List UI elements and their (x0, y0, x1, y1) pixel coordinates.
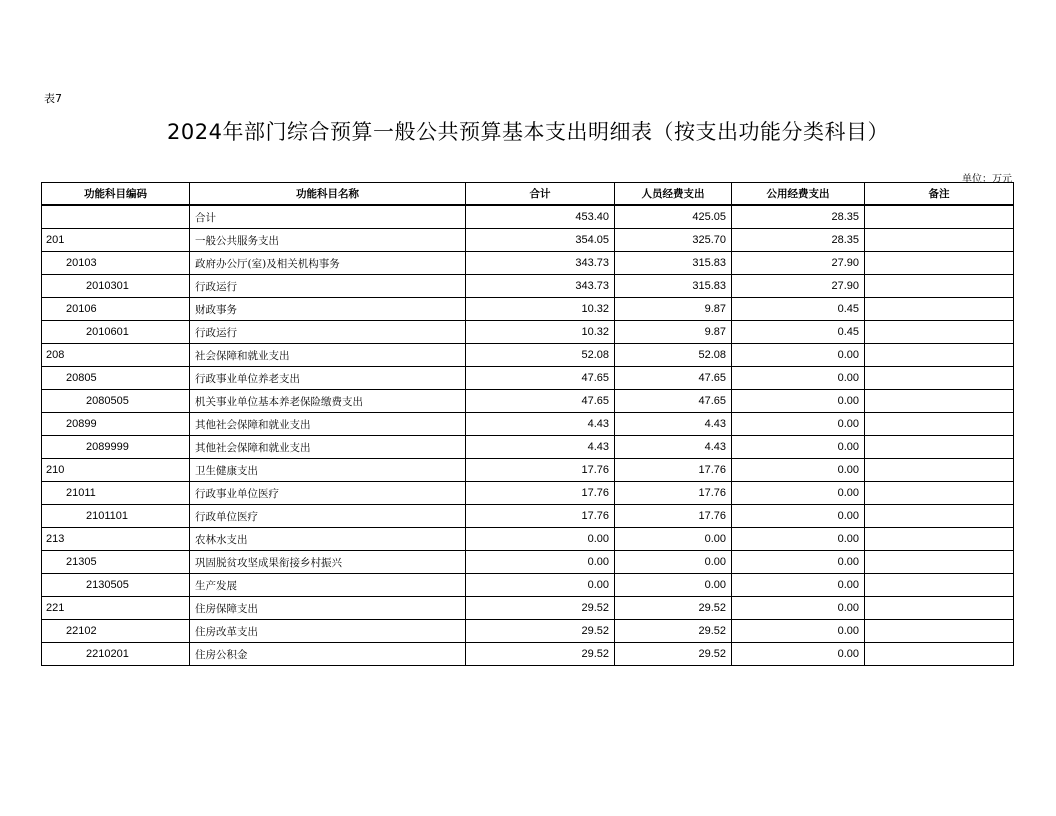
cell-public: 0.00 (732, 574, 865, 597)
cell-public: 0.00 (732, 551, 865, 574)
table-row (42, 275, 1014, 298)
cell-total: 354.05 (466, 229, 615, 252)
cell-personnel: 17.76 (615, 505, 732, 528)
cell-public: 28.35 (732, 229, 865, 252)
table-row (42, 643, 1014, 666)
cell-code: 2089999 (42, 436, 190, 459)
cell-remarks (865, 344, 1014, 367)
table-body (42, 205, 1014, 666)
cell-personnel: 17.76 (615, 459, 732, 482)
cell-personnel: 29.52 (615, 643, 732, 666)
table-row (42, 436, 1014, 459)
table-row (42, 574, 1014, 597)
table-row (42, 321, 1014, 344)
cell-code: 20103 (42, 252, 190, 275)
cell-name: 生产发展 (190, 574, 466, 597)
cell-name: 其他社会保障和就业支出 (190, 413, 466, 436)
cell-remarks (865, 482, 1014, 505)
cell-name: 机关事业单位基本养老保险缴费支出 (190, 390, 466, 413)
cell-public: 0.00 (732, 597, 865, 620)
cell-code: 201 (42, 229, 190, 252)
cell-personnel: 0.00 (615, 574, 732, 597)
cell-remarks (865, 643, 1014, 666)
cell-public: 0.00 (732, 413, 865, 436)
cell-total: 47.65 (466, 390, 615, 413)
cell-personnel: 29.52 (615, 597, 732, 620)
table-label: 表7 (44, 92, 62, 105)
cell-code: 20899 (42, 413, 190, 436)
table-row (42, 367, 1014, 390)
cell-total: 453.40 (466, 205, 615, 229)
cell-remarks (865, 436, 1014, 459)
cell-personnel: 425.05 (615, 205, 732, 229)
cell-name: 社会保障和就业支出 (190, 344, 466, 367)
cell-remarks (865, 620, 1014, 643)
cell-total: 4.43 (466, 436, 615, 459)
cell-public: 0.00 (732, 643, 865, 666)
cell-name: 行政事业单位医疗 (190, 482, 466, 505)
cell-remarks (865, 528, 1014, 551)
header-total: 合计 (466, 183, 615, 206)
cell-total: 17.76 (466, 459, 615, 482)
table-row (42, 298, 1014, 321)
header-code: 功能科目编码 (42, 183, 190, 206)
cell-total: 17.76 (466, 482, 615, 505)
cell-personnel: 315.83 (615, 252, 732, 275)
cell-total: 0.00 (466, 574, 615, 597)
cell-total: 343.73 (466, 275, 615, 298)
cell-name: 其他社会保障和就业支出 (190, 436, 466, 459)
cell-total: 29.52 (466, 643, 615, 666)
cell-personnel: 4.43 (615, 413, 732, 436)
table-row (42, 528, 1014, 551)
cell-personnel: 315.83 (615, 275, 732, 298)
table-row (42, 413, 1014, 436)
cell-remarks (865, 390, 1014, 413)
cell-code: 208 (42, 344, 190, 367)
header-remarks: 备注 (865, 183, 1014, 206)
cell-total: 52.08 (466, 344, 615, 367)
cell-code: 2080505 (42, 390, 190, 413)
cell-personnel: 47.65 (615, 390, 732, 413)
cell-total: 47.65 (466, 367, 615, 390)
cell-name: 住房保障支出 (190, 597, 466, 620)
cell-public: 0.00 (732, 390, 865, 413)
cell-code: 2130505 (42, 574, 190, 597)
cell-code: 22102 (42, 620, 190, 643)
cell-personnel: 325.70 (615, 229, 732, 252)
cell-code (42, 205, 190, 229)
table-row (42, 551, 1014, 574)
cell-remarks (865, 205, 1014, 229)
table-row (42, 459, 1014, 482)
cell-personnel: 52.08 (615, 344, 732, 367)
cell-public: 0.45 (732, 298, 865, 321)
cell-code: 2210201 (42, 643, 190, 666)
cell-remarks (865, 367, 1014, 390)
cell-public: 27.90 (732, 275, 865, 298)
cell-personnel: 29.52 (615, 620, 732, 643)
table-row (42, 344, 1014, 367)
cell-name: 合计 (190, 205, 466, 229)
cell-remarks (865, 459, 1014, 482)
cell-code: 20106 (42, 298, 190, 321)
cell-personnel: 9.87 (615, 321, 732, 344)
cell-public: 0.00 (732, 528, 865, 551)
cell-total: 10.32 (466, 321, 615, 344)
cell-total: 29.52 (466, 597, 615, 620)
cell-name: 行政运行 (190, 321, 466, 344)
cell-public: 0.00 (732, 344, 865, 367)
cell-personnel: 0.00 (615, 528, 732, 551)
cell-remarks (865, 505, 1014, 528)
cell-code: 210 (42, 459, 190, 482)
cell-code: 20805 (42, 367, 190, 390)
cell-public: 0.00 (732, 482, 865, 505)
cell-public: 0.00 (732, 505, 865, 528)
cell-public: 0.00 (732, 436, 865, 459)
table-row (42, 482, 1014, 505)
cell-name: 住房公积金 (190, 643, 466, 666)
page-title: 2024年部门综合预算一般公共预算基本支出明细表（按支出功能分类科目） (167, 120, 889, 144)
cell-code: 21011 (42, 482, 190, 505)
table-row (42, 252, 1014, 275)
cell-public: 0.00 (732, 620, 865, 643)
cell-name: 一般公共服务支出 (190, 229, 466, 252)
cell-remarks (865, 298, 1014, 321)
cell-total: 0.00 (466, 528, 615, 551)
cell-code: 213 (42, 528, 190, 551)
cell-name: 行政事业单位养老支出 (190, 367, 466, 390)
cell-name: 巩固脱贫攻坚成果衔接乡村振兴 (190, 551, 466, 574)
header-public: 公用经费支出 (732, 183, 865, 206)
cell-name: 行政运行 (190, 275, 466, 298)
cell-public: 0.00 (732, 367, 865, 390)
table-row (42, 205, 1014, 229)
cell-total: 17.76 (466, 505, 615, 528)
cell-public: 0.00 (732, 459, 865, 482)
cell-total: 0.00 (466, 551, 615, 574)
budget-table (41, 182, 1014, 666)
cell-public: 0.45 (732, 321, 865, 344)
cell-total: 29.52 (466, 620, 615, 643)
cell-total: 10.32 (466, 298, 615, 321)
cell-code: 2101101 (42, 505, 190, 528)
table-row (42, 505, 1014, 528)
table-row (42, 597, 1014, 620)
cell-personnel: 0.00 (615, 551, 732, 574)
cell-remarks (865, 551, 1014, 574)
cell-total: 4.43 (466, 413, 615, 436)
table-row (42, 620, 1014, 643)
header-personnel: 人员经费支出 (615, 183, 732, 206)
cell-name: 农林水支出 (190, 528, 466, 551)
cell-personnel: 9.87 (615, 298, 732, 321)
cell-code: 221 (42, 597, 190, 620)
cell-remarks (865, 252, 1014, 275)
cell-remarks (865, 229, 1014, 252)
table-row (42, 390, 1014, 413)
cell-code: 2010601 (42, 321, 190, 344)
table-row (42, 229, 1014, 252)
cell-personnel: 4.43 (615, 436, 732, 459)
unit-label: 单位：万元 (962, 174, 1012, 185)
cell-name: 卫生健康支出 (190, 459, 466, 482)
cell-public: 28.35 (732, 205, 865, 229)
cell-remarks (865, 321, 1014, 344)
cell-code: 21305 (42, 551, 190, 574)
cell-code: 2010301 (42, 275, 190, 298)
cell-name: 行政单位医疗 (190, 505, 466, 528)
cell-name: 财政事务 (190, 298, 466, 321)
header-name: 功能科目名称 (190, 183, 466, 206)
header-row (42, 183, 1014, 206)
cell-remarks (865, 275, 1014, 298)
cell-total: 343.73 (466, 252, 615, 275)
cell-name: 政府办公厅(室)及相关机构事务 (190, 252, 466, 275)
cell-name: 住房改革支出 (190, 620, 466, 643)
cell-remarks (865, 597, 1014, 620)
cell-remarks (865, 413, 1014, 436)
cell-personnel: 17.76 (615, 482, 732, 505)
cell-personnel: 47.65 (615, 367, 732, 390)
cell-remarks (865, 574, 1014, 597)
cell-public: 27.90 (732, 252, 865, 275)
